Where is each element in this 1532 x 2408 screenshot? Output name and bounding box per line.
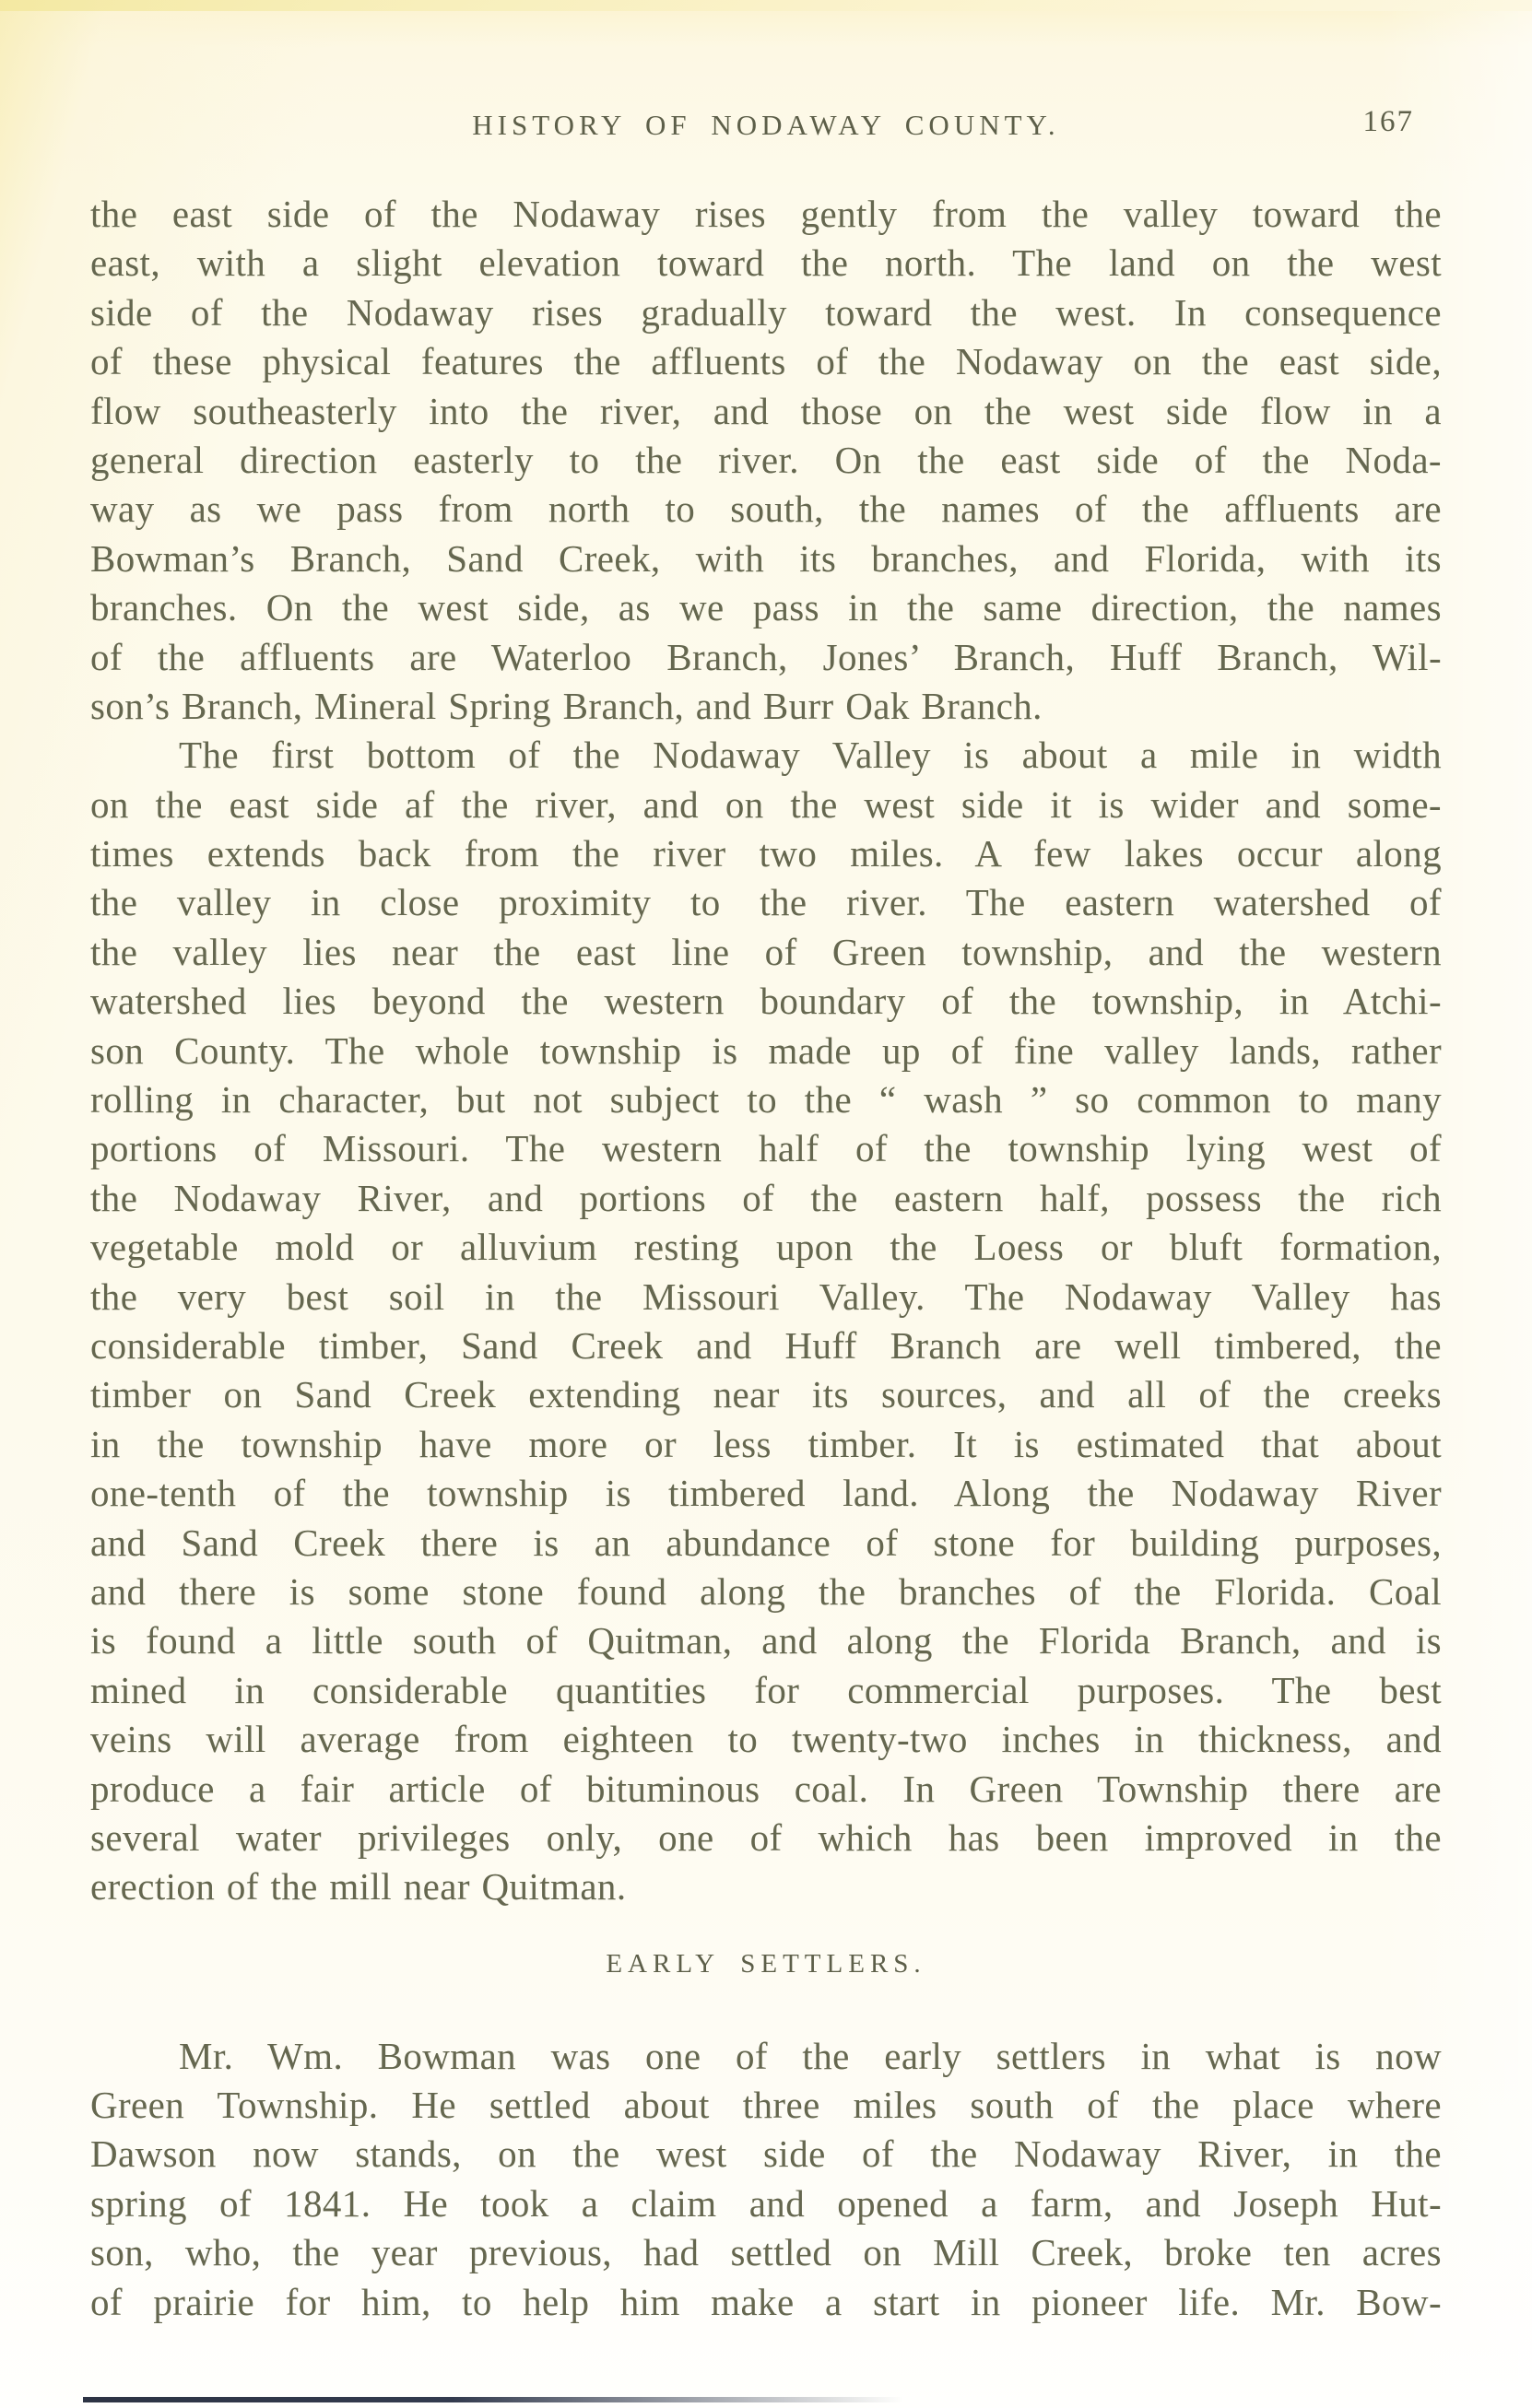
text-line: the Nodaway River, and portions of the eastern half, possess the rich <box>90 1176 1442 1219</box>
text-line: and there is some stone found along the branches of the Florida. Coal <box>90 1569 1442 1613</box>
text-line: on the east side af the river, and on the west side it is wider and some- <box>90 782 1442 826</box>
text-line: the very best soil in the Missouri Valley. The Nodaway Valley has <box>90 1274 1442 1318</box>
text-line: son County. The whole township is made up of fine valley lands, rather <box>90 1028 1442 1072</box>
text-line: of the affluents are Waterloo Branch, Jones’ Branch, Huff Branch, Wil- <box>90 635 1442 678</box>
text-line: the east side of the Nodaway rises gently from the valley toward the <box>90 193 1442 235</box>
text-line: Bowman’s Branch, Sand Creek, with its branches, and Florida, with its <box>90 536 1442 580</box>
text-line: way as we pass from north to south, the names of the affluents are <box>90 487 1442 531</box>
bottom-scan-line <box>83 2397 903 2402</box>
text-line: side of the Nodaway rises gradually toward the west. In consequence <box>90 290 1442 334</box>
text-line: Green Township. He settled about three miles south of the place where <box>90 2084 1442 2127</box>
paragraph <box>90 2032 1442 2327</box>
text-line: flow southeasterly into the river, and those on the west side flow in a <box>90 389 1442 432</box>
running-header-title: HISTORY OF NODAWAY COUNTY. <box>472 109 1060 141</box>
text-line: east, with a slight elevation toward the north. The land on the west <box>90 241 1442 285</box>
text-line: rolling in character, but not subject to the “ wash ” so common to many <box>90 1078 1442 1122</box>
body-text <box>90 190 1442 2327</box>
text-line: vegetable mold or alluvium resting upon the Loess or bluft formation, <box>90 1226 1442 1269</box>
page-header <box>0 0 1532 147</box>
text-line: several water privileges only, one of which has been improved in the <box>90 1815 1442 1859</box>
text-line: The first bottom of the Nodaway Valley is about a mile in width <box>179 734 1442 777</box>
text-line: general direction easterly to the river. On the east side of the Noda- <box>90 438 1442 481</box>
text-line: the valley lies near the east line of Green township, and the western <box>90 930 1442 973</box>
section-heading: EARLY SETTLERS. <box>606 1948 926 1979</box>
text-line: spring of 1841. He took a claim and opened a farm, and Joseph Hut- <box>90 2181 1442 2225</box>
paragraph <box>90 190 1442 731</box>
text-line: one-tenth of the township is timbered land. Along the Nodaway River <box>90 1472 1442 1515</box>
text-line: portions of Missouri. The western half of the township lying west of <box>90 1127 1442 1170</box>
text-line: mined in considerable quantities for commercial purposes. The best <box>90 1668 1442 1711</box>
text-line: of prairie for him, to help him make a start in pioneer life. Mr. Bow- <box>90 2280 1442 2323</box>
text-line: and Sand Creek there is an abundance of stone for building purposes, <box>90 1521 1442 1564</box>
page-number: 167 <box>1362 105 1414 138</box>
text-line: son’s Branch, Mineral Spring Branch, and Burr Oak Branch. <box>90 684 1043 727</box>
text-line: the valley in close proximity to the river. The eastern watershed of <box>90 881 1442 924</box>
text-line: considerable timber, Sand Creek and Huff Branch are well timbered, the <box>90 1323 1442 1367</box>
text-line: in the township have more or less timber. It is estimated that about <box>90 1422 1442 1465</box>
text-line: erection of the mill near Quitman. <box>90 1865 627 1909</box>
text-line: Mr. Wm. Bowman was one of the early settlers in what is now <box>179 2034 1442 2077</box>
text-line: branches. On the west side, as we pass in the same direction, the names <box>90 586 1442 629</box>
text-line: is found a little south of Quitman, and along the Florida Branch, and is <box>90 1619 1442 1662</box>
text-line: timber on Sand Creek extending near its sources, and all of the creeks <box>90 1373 1442 1416</box>
text-line: Dawson now stands, on the west side of the Nodaway River, in the <box>90 2132 1442 2176</box>
paragraph <box>90 731 1442 1911</box>
text-line: watershed lies beyond the western boundary of the township, in Atchi- <box>90 980 1442 1023</box>
text-line: times extends back from the river two miles. A few lakes occur along <box>90 832 1442 875</box>
text-line: son, who, the year previous, had settled on Mill Creek, broke ten acres <box>90 2231 1442 2274</box>
text-line: veins will average from eighteen to twenty-two inches in thickness, and <box>90 1718 1442 1761</box>
text-line: produce a fair article of bituminous coal. In Green Township there are <box>90 1767 1442 1810</box>
text-line: of these physical features the affluents of the Nodaway on the east side, <box>90 340 1442 383</box>
